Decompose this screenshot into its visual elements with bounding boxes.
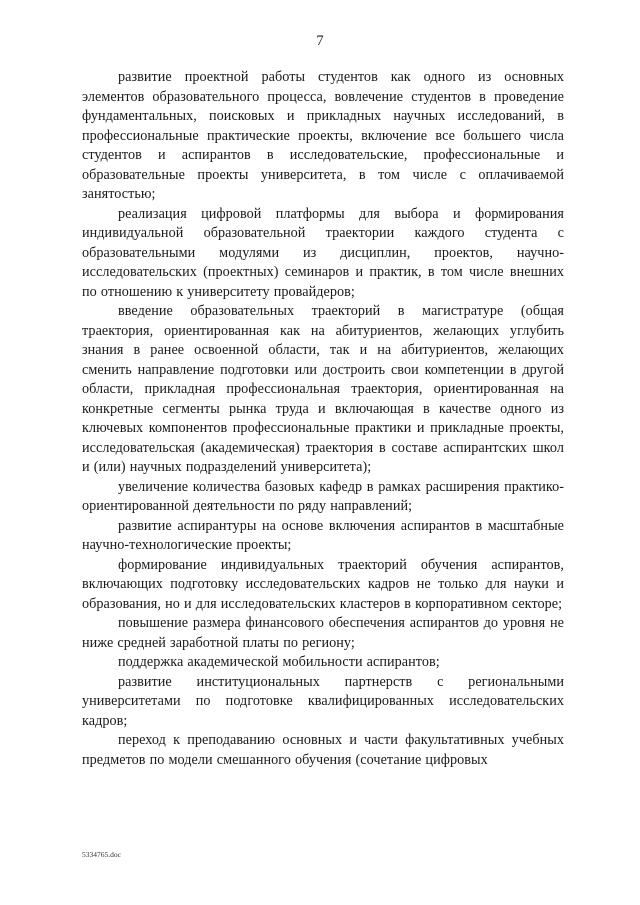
paragraph-academic-mobility: поддержка академической мобильности аспирантов;	[118, 654, 440, 670]
document-footer: 5334765.doc	[82, 850, 121, 859]
paragraph-postgraduate-development: развитие аспирантуры на основе включения аспирантов в масштабные научно-технологические проекты;	[82, 517, 564, 553]
page-number: 7	[316, 33, 324, 49]
paragraph-master-trajectories: введение образовательных траекторий в магистратуре (общая траектория, ориентированная как на абитуриентов, желающих углубить знания в ранее освоенной области, так и на абитуриентов, желающих сменить направление подготовки или достроить свои компетенции в другой области, прикладная профессиональная траектория, ориентированная на конкретные сегменты рынка труда и включающая в качестве одного из ключевых компонентов профессиональные практики и прикладные проекты, исследовательская (академическая) траектория в составе аспирантских школ и (или) научных подразделений университета);	[82, 303, 564, 475]
paragraph-base-departments: увеличение количества базовых кафедр в рамках расширения практико-ориентированной деятельности по ряду направлений;	[82, 478, 564, 514]
document-body	[82, 68, 564, 770]
paragraph-project-work: развитие проектной работы студентов как одного из основных элементов образовательного процесса, вовлечение студентов в проведение фундаментальных, поисковых и прикладных научных исследований, в профессиональные практические проекты, включение все большего числа студентов и аспирантов в исследовательские, профессиональные и образовательные проекты университета, в том числе с оплачиваемой занятостью;	[82, 69, 564, 202]
paragraph-blended-learning: переход к преподаванию основных и части факультативных учебных предметов по модели смешанного обучения (сочетание цифровых	[82, 732, 564, 768]
paragraph-financial-support: повышение размера финансового обеспечения аспирантов до уровня не ниже средней заработной платы по региону;	[82, 615, 564, 651]
paragraph-institutional-partnerships: развитие институциональных партнерств с региональными университетами по подготовке квалифицированных исследовательских кадров;	[82, 673, 564, 729]
paragraph-digital-platform: реализация цифровой платформы для выбора и формирования индивидуальной образовательной траектории каждого студента с образовательными модулями из дисциплин, проектов, научно-исследовательских (проектных) семинаров и практик, в том числе внешних по отношению к университету провайдеров;	[82, 205, 564, 300]
paragraph-postgraduate-trajectories: формирование индивидуальных траекторий обучения аспирантов, включающих подготовку исследовательских кадров не только для науки и образования, но и для исследовательских кластеров в корпоративном секторе;	[82, 556, 564, 612]
